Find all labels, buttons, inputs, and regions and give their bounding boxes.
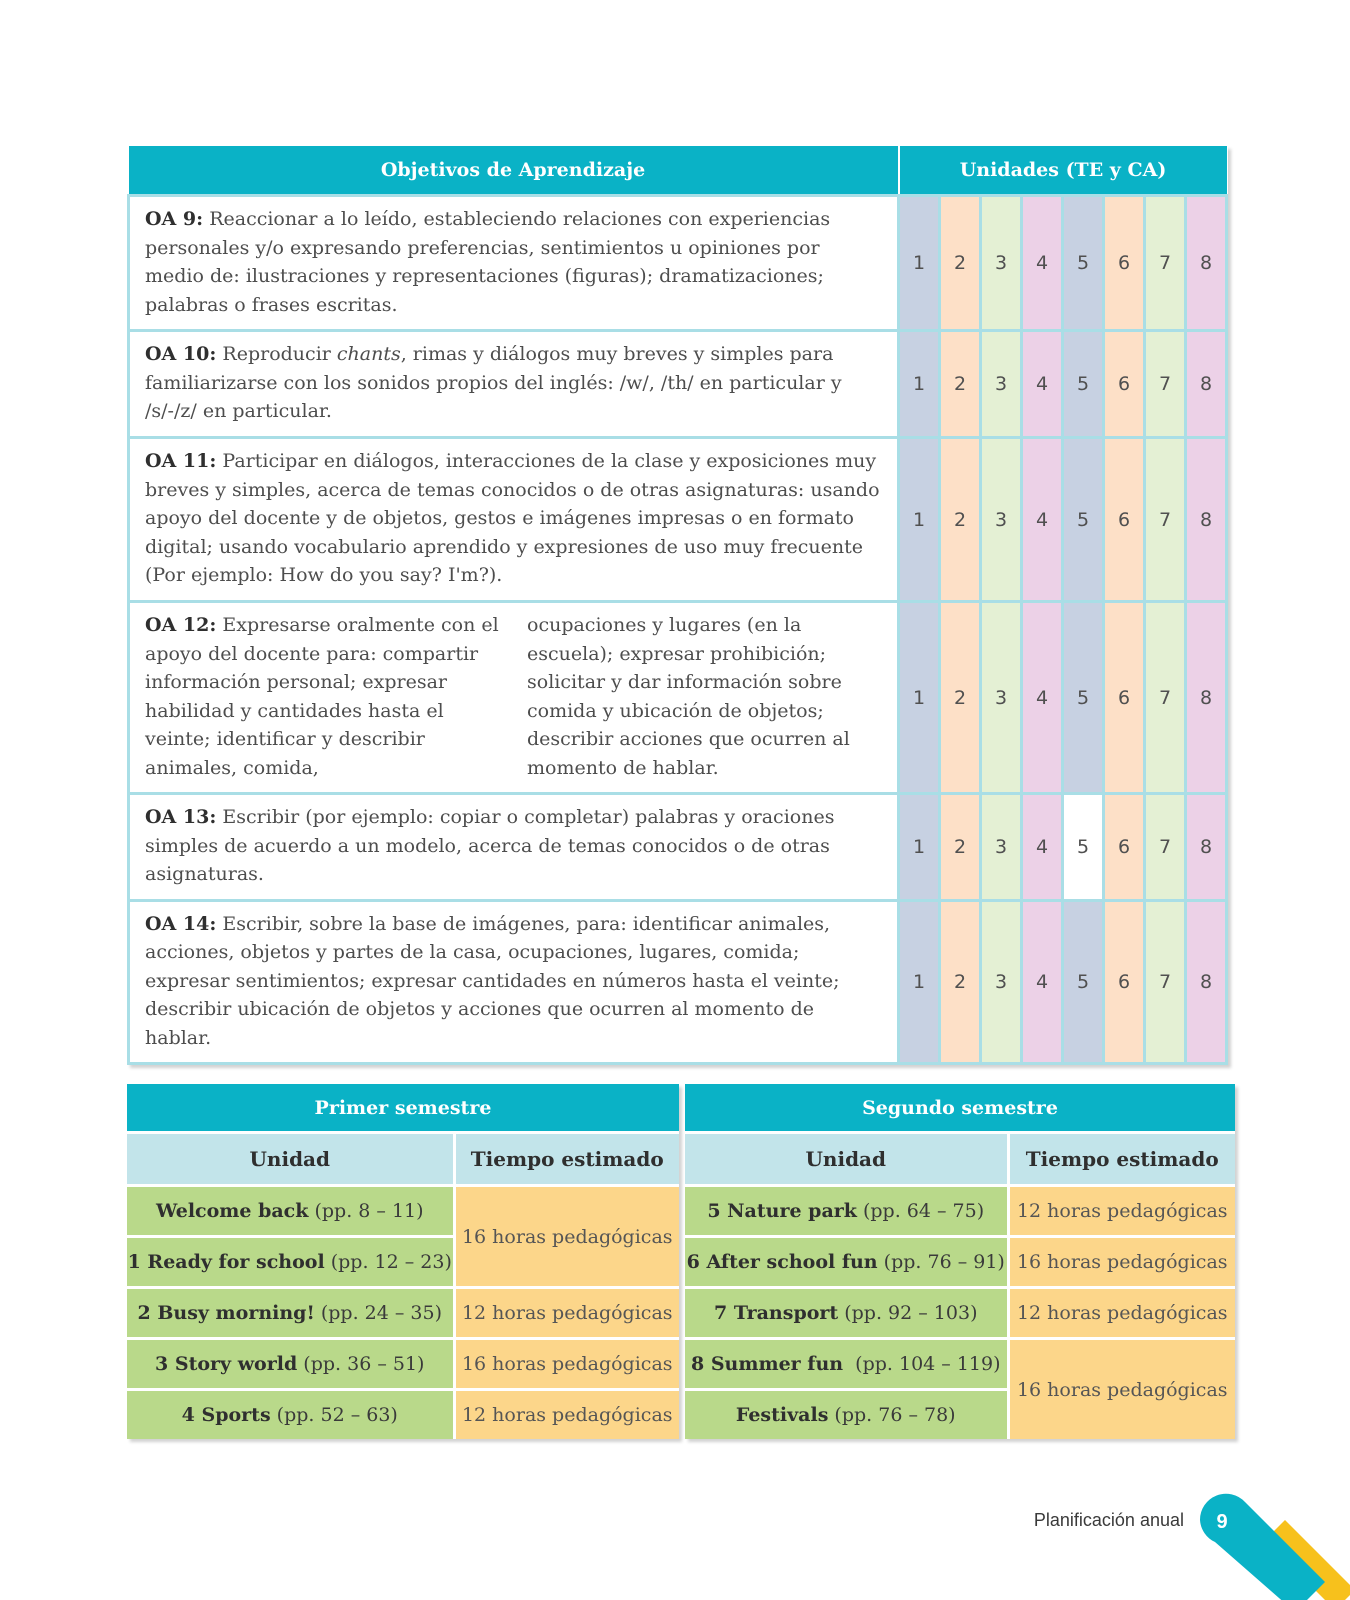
learning-objectives-table	[127, 146, 1228, 1065]
unit-cell: 7	[1145, 602, 1186, 794]
unit-cell: 6	[1104, 900, 1145, 1064]
unit-cell: 6	[1104, 196, 1145, 331]
unit-pages: (pp. 36 – 51)	[297, 1353, 425, 1375]
semester-title: Primer semestre	[127, 1084, 679, 1133]
unit-cell: 7	[1145, 331, 1186, 438]
unit-name: 8 Summer fun	[690, 1353, 844, 1375]
unit-pages: (pp. 8 – 11)	[308, 1200, 424, 1222]
objective-description	[129, 794, 899, 901]
unit-cell: 2	[940, 196, 981, 331]
objective-text-column: ocupaciones y lugares (en la escuela); expresar prohibición; solicitar y dar información sobre comida y ubicación de objetos; describir acciones que ocurren al momento de hablar.	[527, 614, 850, 779]
unit-cell: 1	[899, 602, 940, 794]
table-row	[685, 1339, 1235, 1390]
unit-cell: 6	[1104, 602, 1145, 794]
unit-pages: (pp. 104 – 119)	[843, 1353, 1001, 1375]
table-header-row	[129, 146, 1227, 196]
objective-row-oa12	[129, 602, 1227, 794]
objective-code: OA 13:	[145, 806, 217, 828]
time-cell: 12 horas pedagógicas	[454, 1390, 679, 1440]
unit-cell: 4	[1022, 602, 1063, 794]
time-column-header: Tiempo estimado	[1008, 1133, 1235, 1186]
footer-section-label: Planificación anual	[1033, 1510, 1184, 1530]
objective-text: Escribir, sobre la base de imágenes, para: identificar animales, acciones, objetos y partes de la casa, ocupaciones, lugares, comida; expresar sentimientos; expresar cantidades en números hasta el veinte; describir ubicación de objetos y acciones que ocurren al momento de hablar.	[145, 912, 840, 1049]
unit-cell: 1	[899, 196, 940, 331]
table-row	[127, 1390, 679, 1440]
unit-pages: (pp. 92 – 103)	[838, 1302, 978, 1324]
unit-cell: 1	[899, 438, 940, 602]
unit-cell: 7	[1145, 900, 1186, 1064]
objective-text: Escribir (por ejemplo: copiar o completar) palabras y oraciones simples de acuerdo a un modelo, acerca de temas conocidos o de otras asignaturas.	[145, 806, 835, 885]
objective-row-oa11	[129, 438, 1227, 602]
unit-cell: 1	[899, 900, 940, 1064]
objective-description	[129, 331, 899, 438]
unit-cell: 3	[981, 602, 1022, 794]
table-row	[685, 1288, 1235, 1339]
objective-row-oa14	[129, 900, 1227, 1064]
unit-cell	[127, 1339, 454, 1390]
objective-text-column	[145, 611, 512, 782]
unit-cell: 3	[981, 331, 1022, 438]
objective-text: Reaccionar a lo leído, estableciendo relaciones con experiencias personales y/o expresando preferencias, sentimientos u opiniones por medio de: ilustraciones y representaciones (figuras); dramatizaciones; palabras o frases escritas.	[145, 208, 831, 316]
unit-cell: 8	[1186, 900, 1227, 1064]
unit-cell: 7	[1145, 438, 1186, 602]
unit-cell: 3	[981, 196, 1022, 331]
first-semester-table	[127, 1084, 679, 1439]
unit-cell: 2	[940, 438, 981, 602]
unit-cell: 2	[940, 602, 981, 794]
unit-cell: 1	[899, 794, 940, 901]
unit-cell: 2	[940, 900, 981, 1064]
time-cell: 12 horas pedagógicas	[1008, 1288, 1235, 1339]
time-cell: 12 horas pedagógicas	[1008, 1186, 1235, 1237]
unit-name: Festivals	[735, 1404, 829, 1426]
objective-row-oa9	[129, 196, 1227, 331]
unit-cell: 4	[1022, 794, 1063, 901]
unit-cell: 6	[1104, 331, 1145, 438]
unit-cell: 8	[1186, 196, 1227, 331]
objective-two-column-text	[145, 611, 883, 782]
unit-name: 7 Transport	[714, 1302, 839, 1324]
unit-cell: 2	[940, 331, 981, 438]
objectives-header: Objetivos de Aprendizaje	[129, 146, 899, 196]
objective-description	[129, 602, 899, 794]
time-cell: 16 horas pedagógicas	[454, 1339, 679, 1390]
unit-cell: 6	[1104, 794, 1145, 901]
unit-name: Welcome back	[155, 1200, 309, 1222]
unit-cell	[127, 1288, 454, 1339]
objective-text-italic: chants	[336, 343, 401, 366]
second-semester-table	[685, 1084, 1235, 1439]
objective-description	[129, 196, 899, 331]
objective-row-oa13	[129, 794, 1227, 901]
unit-cell: 7	[1145, 794, 1186, 901]
unit-cell	[127, 1390, 454, 1440]
unit-pages: (pp. 64 – 75)	[856, 1200, 985, 1222]
objective-description	[129, 438, 899, 602]
units-header: Unidades (TE y CA)	[899, 146, 1227, 196]
unit-cell	[685, 1237, 1008, 1288]
objective-code: OA 14:	[145, 912, 217, 935]
unit-column-header: Unidad	[127, 1133, 454, 1186]
unit-pages: (pp. 52 – 63)	[270, 1404, 398, 1426]
unit-cell	[685, 1186, 1008, 1237]
objective-text: Reproducir	[216, 343, 337, 366]
objective-text: Participar en diálogos, interacciones de la clase y exposiciones muy breves y simples, acerca de temas conocidos o de otras asignaturas: usando apoyo del docente y de objetos, gestos e imágenes impresas o en formato digital; usando vocabulario aprendido y expresiones de uso muy frecuente (Por ejemplo: How do you say? I'm?).	[145, 450, 880, 587]
objective-code: OA 9:	[145, 208, 204, 230]
time-cell: 12 horas pedagógicas	[454, 1288, 679, 1339]
unit-cell: 8	[1186, 438, 1227, 602]
objective-code: OA 11:	[145, 450, 217, 473]
objective-code: OA 10:	[145, 343, 217, 366]
unit-cell: 3	[981, 438, 1022, 602]
table-row	[685, 1237, 1235, 1288]
page-number: 9	[1216, 1511, 1228, 1533]
unit-cell: 4	[1022, 900, 1063, 1064]
objective-text: , rimas y diálogos muy breves y simples para familiarizarse con los sonidos propios del inglés: /w/, /th/ en particular y /s/-/z/ en particular.	[145, 343, 842, 423]
unit-cell: 4	[1022, 438, 1063, 602]
unit-cell: 5	[1063, 900, 1104, 1064]
page-number-tab	[1195, 1490, 1350, 1600]
unit-cell: 2	[940, 794, 981, 901]
unit-name: 3 Story world	[155, 1353, 298, 1375]
objective-row-oa10	[129, 331, 1227, 438]
unit-cell: 5	[1063, 331, 1104, 438]
unit-cell: 5	[1063, 438, 1104, 602]
unit-name: 5 Nature park	[707, 1200, 857, 1222]
unit-cell	[127, 1237, 454, 1288]
unit-cell	[127, 1186, 454, 1237]
unit-pages: (pp. 76 – 91)	[877, 1251, 1005, 1273]
unit-name: 2 Busy morning!	[137, 1302, 315, 1324]
unit-name: 1 Ready for school	[127, 1251, 325, 1273]
unit-pages: (pp. 76 – 78)	[828, 1404, 956, 1426]
table-row	[127, 1186, 679, 1237]
unit-cell: 5	[1063, 196, 1104, 331]
unit-cell: 8	[1186, 331, 1227, 438]
unit-cell	[685, 1288, 1008, 1339]
unit-cell: 3	[981, 900, 1022, 1064]
unit-cell: 5	[1063, 794, 1104, 901]
table-row	[685, 1186, 1235, 1237]
time-cell: 16 horas pedagógicas	[454, 1186, 679, 1288]
unit-cell: 3	[981, 794, 1022, 901]
unit-cell: 4	[1022, 331, 1063, 438]
objective-code: OA 12:	[145, 614, 217, 636]
unit-pages: (pp. 12 – 23)	[324, 1251, 452, 1273]
unit-cell: 8	[1186, 602, 1227, 794]
unit-cell: 6	[1104, 438, 1145, 602]
unit-pages: (pp. 24 – 35)	[314, 1302, 443, 1324]
unit-cell: 4	[1022, 196, 1063, 331]
unit-column-header: Unidad	[685, 1133, 1008, 1186]
unit-cell: 7	[1145, 196, 1186, 331]
objective-text: Expresarse oralmente con el apoyo del docente para: compartir información personal; expresar habilidad y cantidades hasta el veinte; identificar y describir animales, comida,	[145, 614, 499, 779]
time-cell: 16 horas pedagógicas	[1008, 1339, 1235, 1440]
unit-cell: 1	[899, 331, 940, 438]
unit-name: 6 After school fun	[686, 1251, 878, 1273]
unit-cell	[685, 1339, 1008, 1390]
time-cell: 16 horas pedagógicas	[1008, 1237, 1235, 1288]
unit-cell	[685, 1390, 1008, 1440]
table-row	[127, 1288, 679, 1339]
objective-description	[129, 900, 899, 1064]
time-column-header: Tiempo estimado	[454, 1133, 679, 1186]
table-row	[127, 1339, 679, 1390]
unit-cell: 5	[1063, 602, 1104, 794]
unit-cell: 8	[1186, 794, 1227, 901]
unit-name: 4 Sports	[181, 1404, 271, 1426]
semester-title: Segundo semestre	[685, 1084, 1235, 1133]
